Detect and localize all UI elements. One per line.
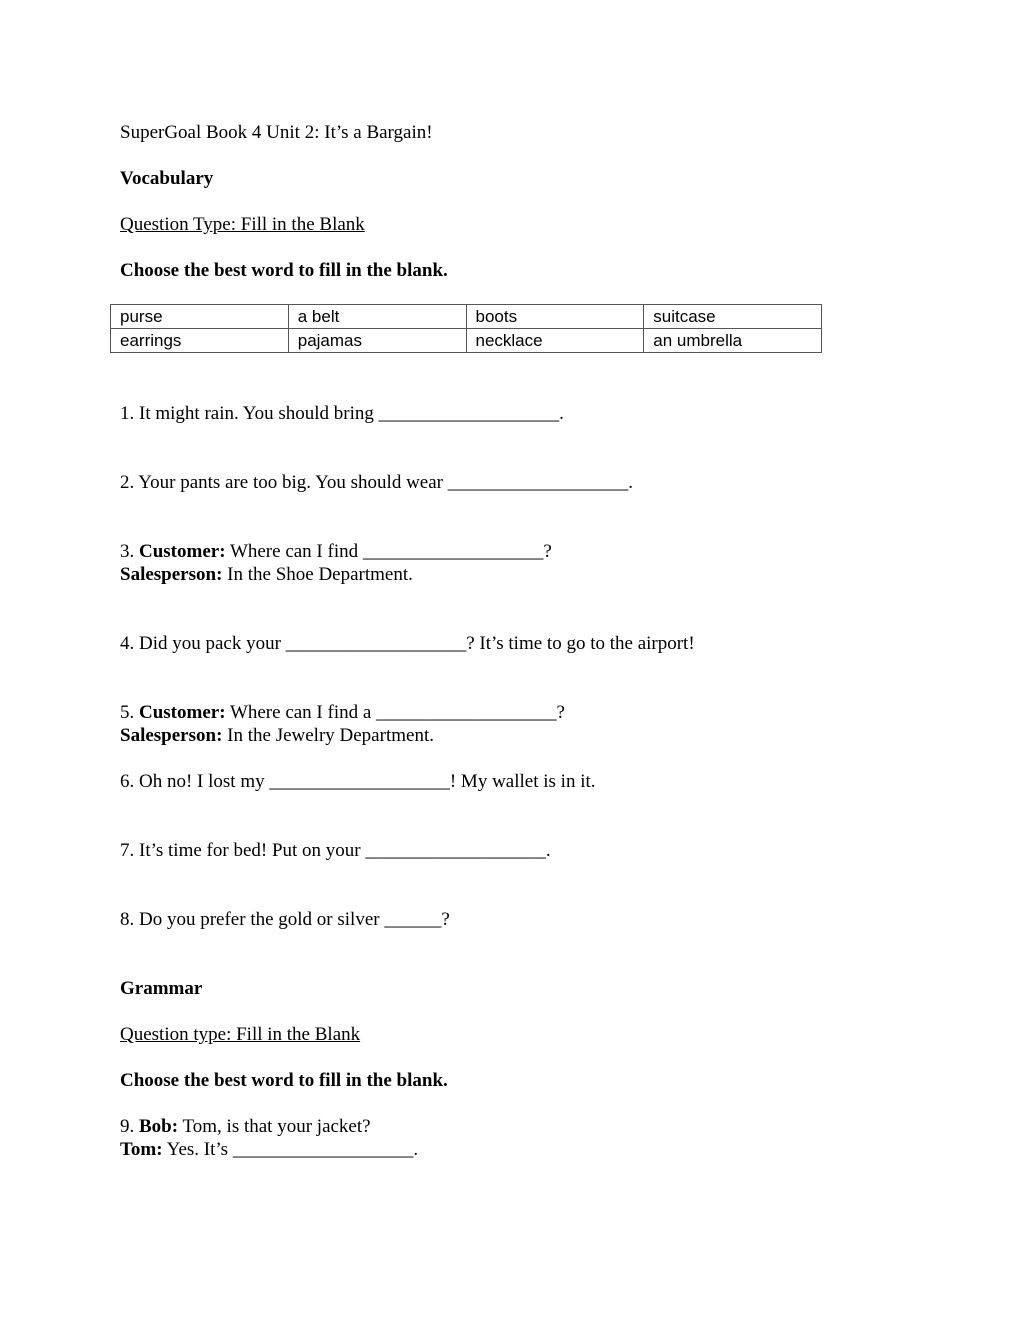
question-3-line-2	[120, 564, 413, 586]
question-text: In the Jewelry Department.	[222, 725, 434, 746]
vocabulary-instruction: Choose the best word to fill in the blank.	[120, 260, 448, 281]
speaker-label: Salesperson:	[120, 725, 223, 746]
word-cell: necklace	[466, 329, 644, 353]
speaker-label: Tom:	[120, 1139, 163, 1160]
question-text: Yes. It’s ___________________.	[162, 1139, 419, 1160]
word-cell: pajamas	[288, 329, 466, 353]
question-4: 4. Did you pack your ___________________? It’s time to go to the airport!	[120, 633, 695, 654]
question-text: In the Shoe Department.	[222, 564, 413, 585]
question-text: Where can I find a ___________________?	[225, 702, 565, 723]
grammar-heading: Grammar	[120, 978, 203, 999]
question-1: 1. It might rain. You should bring ___________________.	[120, 403, 564, 424]
table-row	[111, 305, 822, 329]
grammar-instruction: Choose the best word to fill in the blank.	[120, 1070, 448, 1091]
word-cell: earrings	[111, 329, 289, 353]
question-text: Where can I find ___________________?	[225, 541, 552, 562]
question-9-line-1	[120, 1116, 371, 1138]
speaker-label: Salesperson:	[120, 564, 223, 585]
word-bank-table	[110, 304, 822, 353]
speaker-label: Customer:	[139, 541, 226, 562]
question-3-line-1	[120, 541, 552, 563]
question-7: 7. It’s time for bed! Put on your ___________________.	[120, 840, 551, 861]
speaker-label: Bob:	[139, 1116, 179, 1137]
question-6: 6. Oh no! I lost my ___________________! My wallet is in it.	[120, 771, 596, 792]
vocabulary-question-type: Question Type: Fill in the Blank	[120, 214, 365, 235]
question-number: 5.	[120, 702, 139, 723]
word-cell: suitcase	[644, 305, 822, 329]
word-cell: a belt	[288, 305, 466, 329]
table-row	[111, 329, 822, 353]
question-number: 3.	[120, 541, 139, 562]
question-8: 8. Do you prefer the gold or silver ______?	[120, 909, 450, 930]
question-9-line-2	[120, 1139, 418, 1161]
speaker-label: Customer:	[139, 702, 226, 723]
document-title: SuperGoal Book 4 Unit 2: It’s a Bargain!	[120, 122, 433, 143]
question-2: 2. Your pants are too big. You should wear ___________________.	[120, 472, 633, 493]
question-text: Tom, is that your jacket?	[178, 1116, 371, 1137]
question-5-line-2	[120, 725, 434, 747]
question-number: 9.	[120, 1116, 139, 1137]
vocabulary-heading: Vocabulary	[120, 168, 214, 189]
grammar-question-type: Question type: Fill in the Blank	[120, 1024, 361, 1045]
word-cell: an umbrella	[644, 329, 822, 353]
word-cell: purse	[111, 305, 289, 329]
word-cell: boots	[466, 305, 644, 329]
question-5-line-1	[120, 702, 565, 724]
